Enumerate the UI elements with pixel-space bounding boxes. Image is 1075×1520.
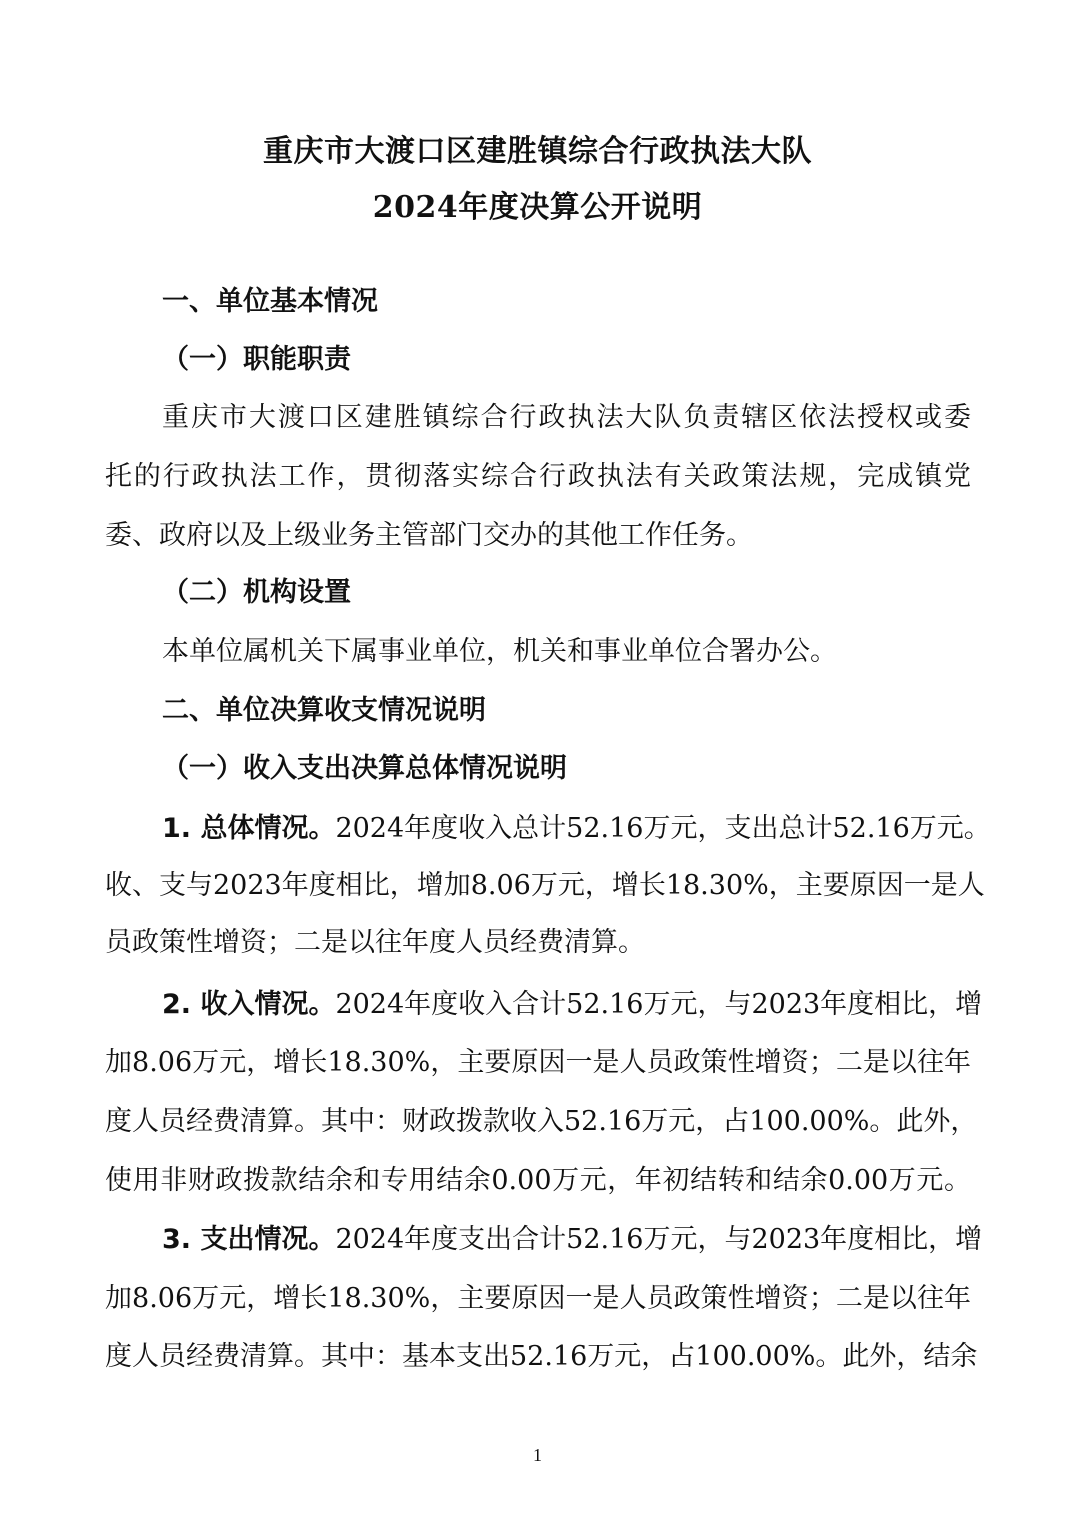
- paragraph-line: 员政策性增资；二是以往年度人员经费清算。: [105, 927, 645, 958]
- paragraph-lead-expenditure: 3. 支出情况。: [162, 1224, 336, 1255]
- paragraph-line: 托的行政执法工作，贯彻落实综合行政执法有关政策法规，完成镇党: [105, 461, 971, 492]
- page-number: 1: [533, 1445, 542, 1465]
- paragraph-line: 度人员经费清算。其中：基本支出52.16万元，占100.00%。此外，结余: [105, 1341, 978, 1372]
- paragraph-line: [162, 987, 983, 1023]
- paragraph-text: 2024年度收入合计52.16万元，与2023年度相比，增: [335, 989, 983, 1020]
- paragraph-lead-overall: 1. 总体情况。: [162, 813, 336, 844]
- section-heading-budget: 二、单位决算收支情况说明: [162, 695, 486, 726]
- paragraph-line: 加8.06万元，增长18.30%，主要原因一是人员政策性增资；二是以往年: [105, 1047, 971, 1078]
- paragraph-line: [162, 1222, 983, 1258]
- document-title-line-2: 2024年度决算公开说明: [372, 190, 703, 225]
- paragraph-lead-income: 2. 收入情况。: [162, 989, 336, 1020]
- section-heading-basic-info: 一、单位基本情况: [162, 286, 378, 317]
- paragraph-line: [162, 811, 991, 847]
- paragraph-line: 度人员经费清算。其中：财政拨款收入52.16万元，占100.00%。此外，: [105, 1106, 978, 1137]
- paragraph-line: 使用非财政拨款结余和专用结余0.00万元，年初结转和结余0.00万元。: [105, 1165, 971, 1196]
- subsection-heading-functions: （一）职能职责: [162, 344, 351, 375]
- document-title-line-1: 重庆市大渡口区建胜镇综合行政执法大队: [263, 134, 812, 169]
- paragraph-line: 收、支与2023年度相比，增加8.06万元，增长18.30%，主要原因一是人: [105, 870, 985, 901]
- subsection-heading-overview: （一）收入支出决算总体情况说明: [162, 753, 567, 784]
- paragraph-line: 委、政府以及上级业务主管部门交办的其他工作任务。: [105, 520, 753, 551]
- paragraph-line: 重庆市大渡口区建胜镇综合行政执法大队负责辖区依法授权或委: [162, 402, 971, 433]
- paragraph-line: 本单位属机关下属事业单位，机关和事业单位合署办公。: [162, 636, 837, 667]
- paragraph-line: 加8.06万元，增长18.30%，主要原因一是人员政策性增资；二是以往年: [105, 1283, 971, 1314]
- paragraph-text: 2024年度收入总计52.16万元，支出总计52.16万元。: [335, 813, 991, 844]
- paragraph-text: 2024年度支出合计52.16万元，与2023年度相比，增: [335, 1224, 983, 1255]
- subsection-heading-organization: （二）机构设置: [162, 577, 351, 608]
